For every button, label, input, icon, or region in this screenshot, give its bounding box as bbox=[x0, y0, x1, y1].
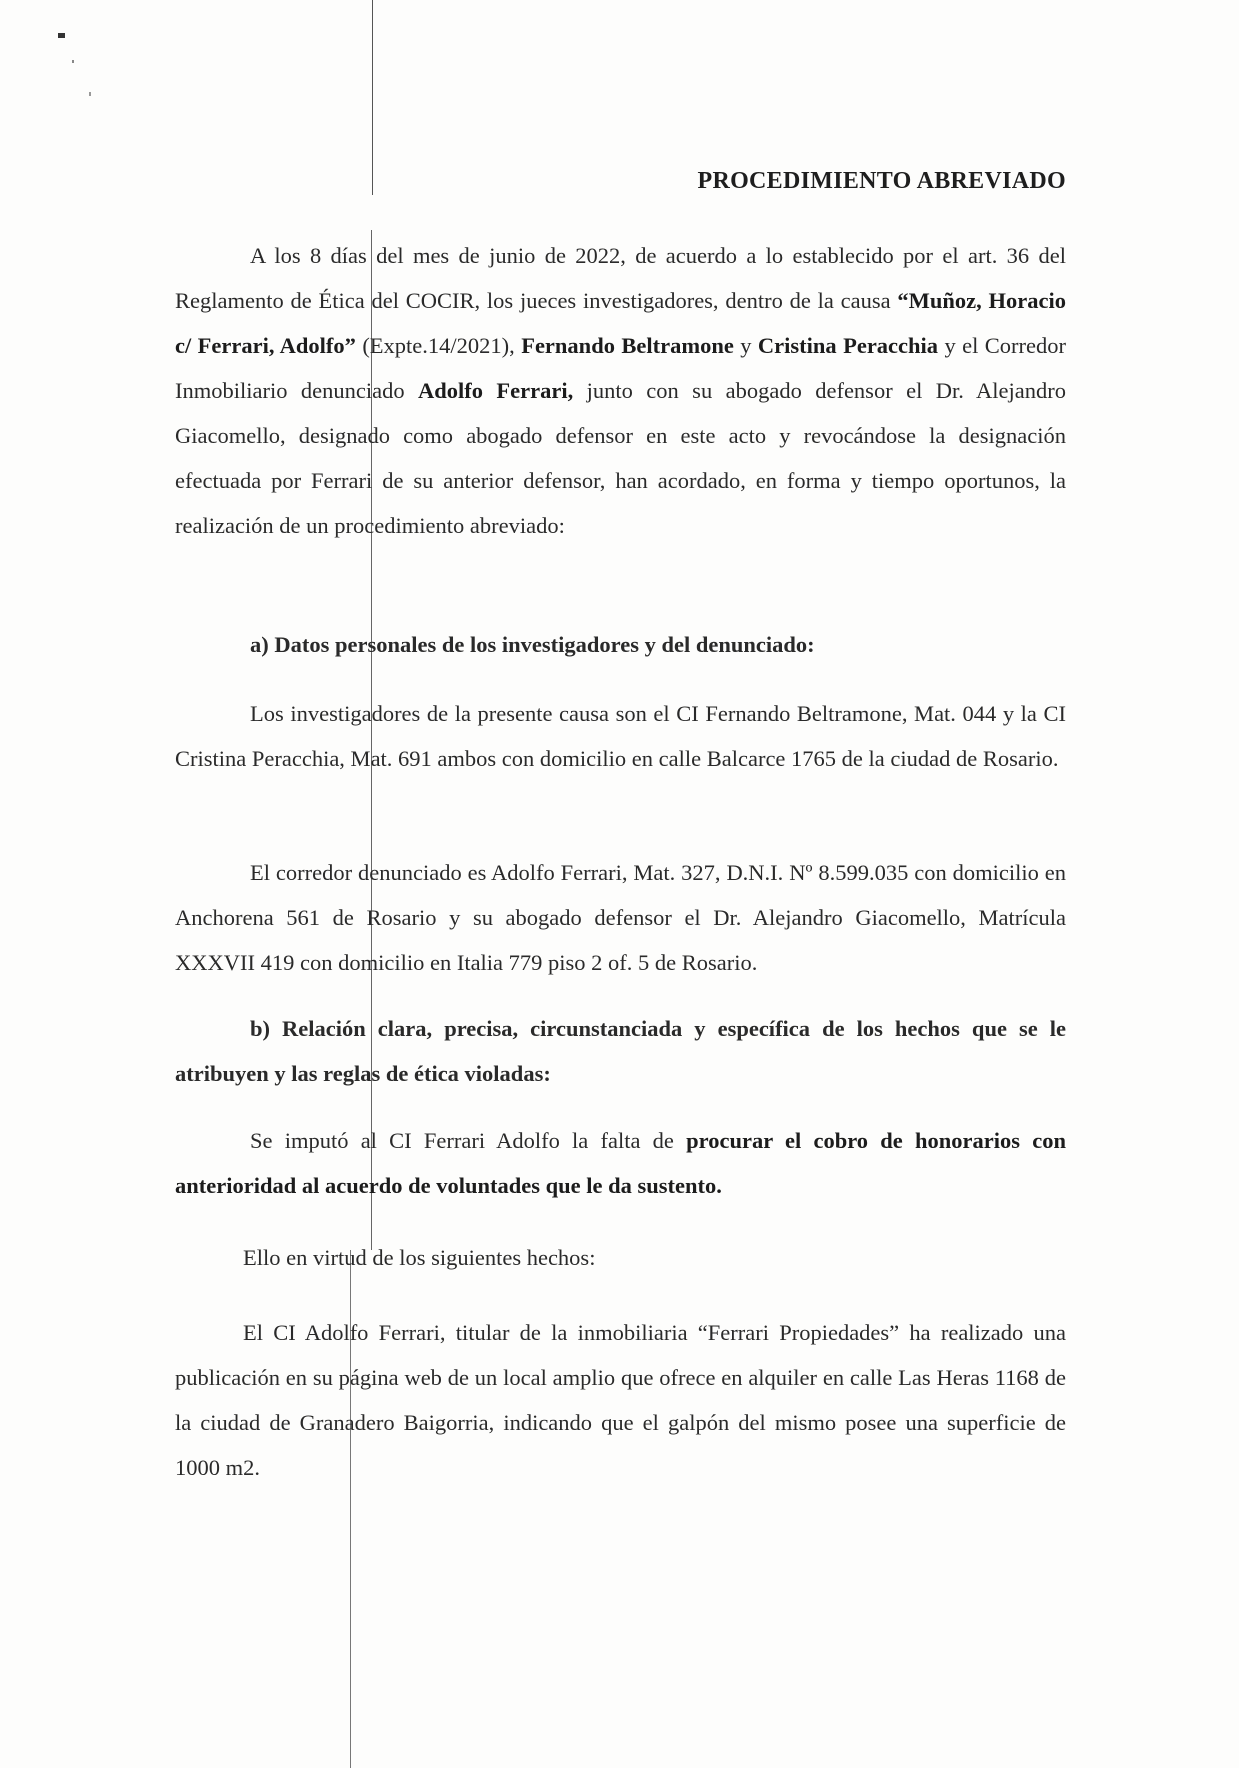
scan-speck bbox=[72, 60, 74, 63]
paragraph-investigators: Los investigadores de la presente causa son el CI Fernando Beltramone, Mat. 044 y la CI Cristina Peracchia, Mat. 691 ambos con domicilio en calle Balcarce 1765 de la ciudad de Rosario. bbox=[175, 701, 1066, 771]
paragraph-intro: A los 8 días del mes de junio de 2022, de acuerdo a lo establecido por el art. 36 del Reglamento de Ética del COCIR, los jueces investigadores, dentro de la causa “Muñoz, Horacio c/ Ferrari, Adolfo” (Expte.14/2021), Fernando Beltramone y Cristina Peracchia y el Corredor Inmobiliario denunciado Adolfo Ferrari, junto con su abogado defensor el Dr. Alejandro Giacomello, designado como abogado defensor en este acto y revocándose la designación efectuada por Ferrari de su anterior defensor, han acordado, en forma y tiempo oportunos, la realización de un procedimiento abreviado: bbox=[175, 243, 1066, 538]
scan-fold-line bbox=[372, 0, 373, 195]
investigator-name: Cristina Peracchia bbox=[757, 333, 939, 358]
scan-speck bbox=[58, 33, 65, 38]
document-title: PROCEDIMIENTO ABREVIADO bbox=[697, 168, 1066, 194]
accused-name: Adolfo Ferrari, bbox=[418, 378, 574, 403]
charge-text: procurar el cobro de honorarios con anterioridad al acuerdo de voluntades que le da sustento. bbox=[175, 1128, 1066, 1198]
section-heading-a: a) Datos personales de los investigadores y del denunciado: bbox=[250, 632, 815, 657]
investigator-name: Fernando Beltramone bbox=[521, 333, 734, 358]
paragraph-accused: El corredor denunciado es Adolfo Ferrari, Mat. 327, D.N.I. Nº 8.599.035 con domicilio en Anchorena 561 de Rosario y su abogado defensor el Dr. Alejandro Giacomello, Matrícula XXXVII 419 con domicilio en Italia 779 piso 2 of. 5 de Rosario. bbox=[175, 860, 1066, 975]
paragraph-charge: Se imputó al CI Ferrari Adolfo la falta de procurar el cobro de honorarios con anterioridad al acuerdo de voluntades que le da sustento. bbox=[175, 1128, 1066, 1198]
case-name: “Muñoz, Horacio c/ Ferrari, Adolfo” bbox=[175, 288, 1066, 358]
section-heading-b: b) Relación clara, precisa, circunstanciada y específica de los hechos que se le atribuyen y las reglas de ética violadas: bbox=[175, 1016, 1066, 1086]
paragraph-facts-intro: Ello en virtud de los siguientes hechos: bbox=[243, 1245, 596, 1270]
scan-speck bbox=[89, 92, 91, 96]
paragraph-facts: El CI Adolfo Ferrari, titular de la inmobiliaria “Ferrari Propiedades” ha realizado una publicación en su página web de un local amplio que ofrece en alquiler en calle Las Heras 1168 de la ciudad de Granadero Baigorria, indicando que el galpón del mismo posee una superficie de 1000 m2. bbox=[175, 1320, 1066, 1480]
